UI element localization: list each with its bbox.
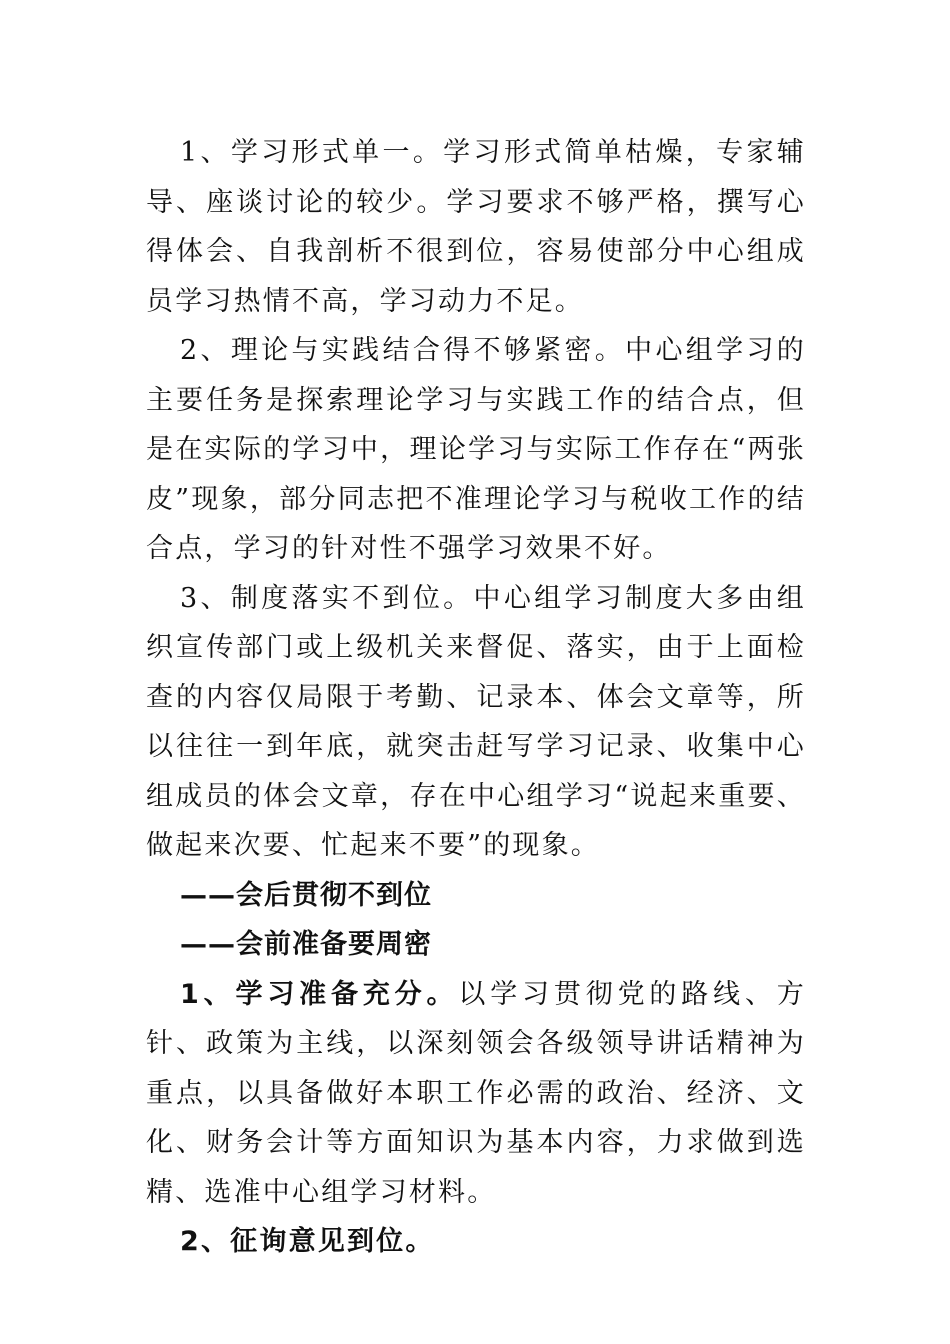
- point-1: [146, 970, 806, 1218]
- point-1-text: 以学习贯彻党的路线、方针、政策为主线，以深刻领会各级领导讲话精神为重点，以具备做好本职工作必需的政治、经济、文化、财务会计等方面知识为基本内容，力求做到选精、选准中心组学习材料。: [146, 978, 806, 1208]
- paragraph-1-text: 1、学习形式单一。学习形式简单枯燥，专家辅导、座谈讨论的较少。学习要求不够严格，撰写心得体会、自我剖析不很到位，容易使部分中心组成员学习热情不高，学习动力不足。: [146, 137, 806, 317]
- point-2-lead: 2、征询意见到位。: [180, 1226, 435, 1257]
- document-body: [146, 128, 806, 1267]
- point-2: [146, 1217, 806, 1267]
- paragraph-1: [146, 128, 806, 326]
- section-heading-1: ——会后贯彻不到位: [180, 879, 432, 911]
- paragraph-2-text: 2、理论与实践结合得不够紧密。中心组学习的主要任务是探索理论学习与实践工作的结合点，但是在实际的学习中，理论学习与实际工作存在“两张皮”现象，部分同志把不准理论学习与税收工作的结合点，学习的针对性不强学习效果不好。: [146, 335, 806, 564]
- paragraph-2: [146, 326, 806, 574]
- paragraph-3: [146, 574, 806, 871]
- point-1-lead: 1、学习准备充分。: [180, 978, 459, 1010]
- section-heading-2: ——会前准备要周密: [180, 929, 432, 960]
- paragraph-3-text: 3、制度落实不到位。中心组学习制度大多由组织宣传部门或上级机关来督促、落实，由于上面检查的内容仅局限于考勤、记录本、体会文章等，所以往往一到年底，就突击赶写学习记录、收集中心组成员的体会文章，存在中心组学习“说起来重要、做起来次要、忙起来不要”的现象。: [146, 582, 806, 861]
